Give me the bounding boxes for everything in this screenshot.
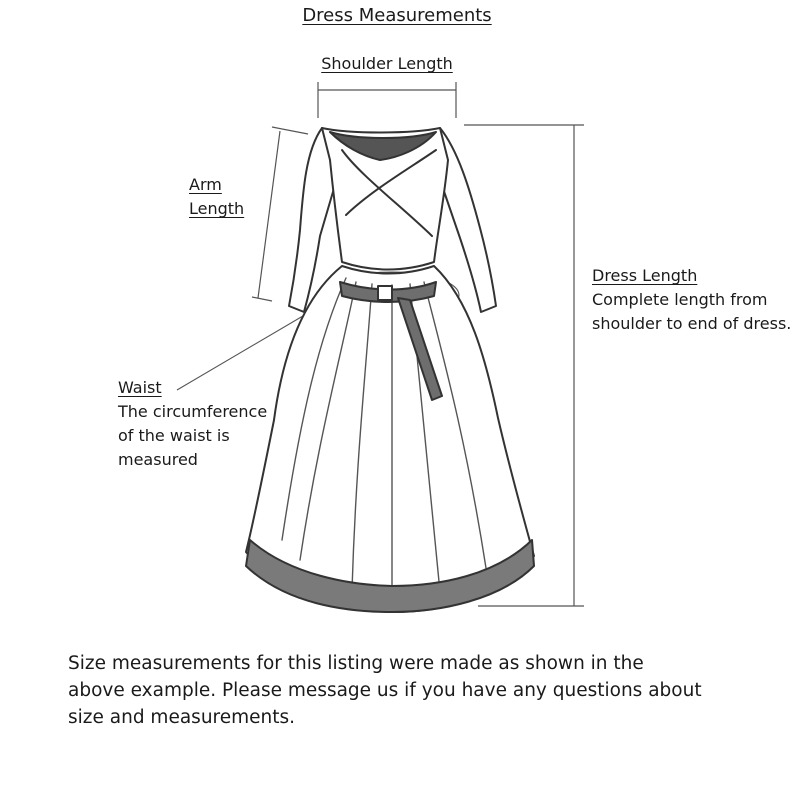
waist-desc-line1: The circumference xyxy=(118,402,268,421)
shoulder-length-label: Shoulder Length xyxy=(321,54,453,73)
note-line3: size and measurements. xyxy=(68,707,296,728)
arm-length-label-line2: Length xyxy=(189,199,245,218)
dress-illustration xyxy=(246,128,534,612)
skirt xyxy=(246,266,534,612)
waist-desc-line3: measured xyxy=(118,450,198,469)
waist-label xyxy=(118,376,267,472)
dress-length-desc-line2: shoulder to end of dress. xyxy=(592,314,792,333)
arm-length-label-line1: Arm xyxy=(189,175,222,194)
dress-length-desc-line1: Complete length from xyxy=(592,290,768,309)
dress-length-title: Dress Length xyxy=(592,266,698,285)
note-line2: above example. Please message us if you have any questions about xyxy=(68,680,702,701)
note-line1: Size measurements for this listing were made as shown in the xyxy=(68,653,644,674)
page-title: Dress Measurements xyxy=(302,5,492,26)
waist-desc-line2: of the waist is xyxy=(118,426,230,445)
shoulder-length-marker xyxy=(318,82,456,118)
dress-length-label xyxy=(592,264,791,336)
belt-buckle xyxy=(378,286,392,300)
arm-length-label xyxy=(189,173,244,221)
waist-title: Waist xyxy=(118,378,162,397)
measurement-note xyxy=(68,650,748,731)
